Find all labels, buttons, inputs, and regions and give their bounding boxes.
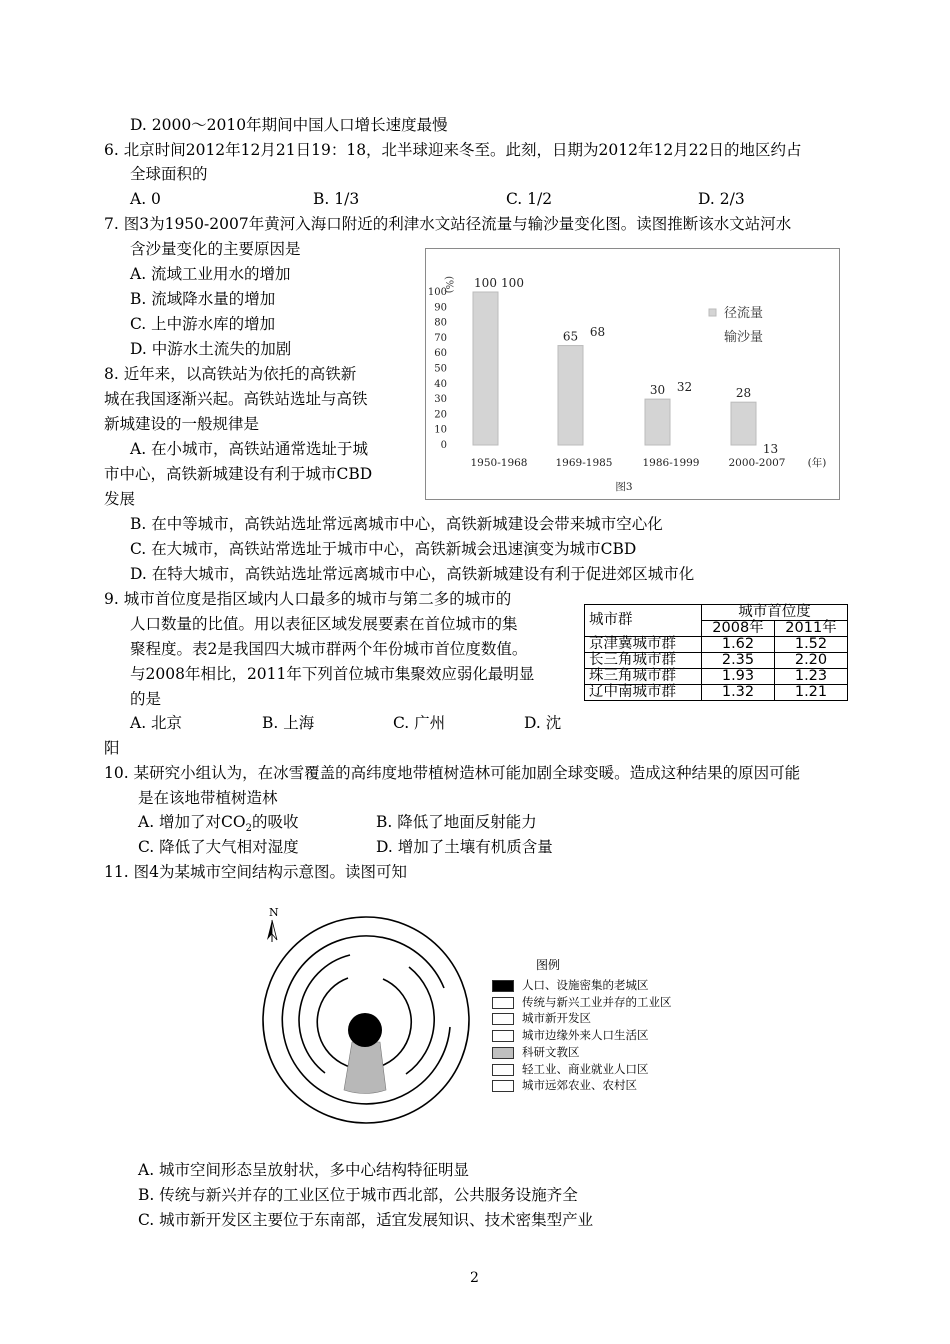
legend-swatch: [492, 1013, 514, 1025]
q11-stem: 11. 图4为某城市空间结构示意图。读图可知: [104, 863, 407, 881]
q6-option-a: A. 0: [130, 190, 161, 208]
table-2-city-primacy: [584, 604, 848, 701]
q9-stem-line1: 9. 城市首位度是指区域内人口最多的城市与第二多的城市的: [104, 590, 512, 608]
q8-option-c: C. 在大城市，高铁站常选址于城市中心，高铁新城会迅速演变为城市CBD: [130, 540, 637, 558]
q11-option-b: B. 传统与新兴并存的工业区位于城市西北部，公共服务设施齐全: [138, 1186, 578, 1204]
table-row: [585, 685, 848, 701]
legend-label: 科研文教区: [522, 1044, 580, 1059]
bar-输沙量: [585, 341, 610, 445]
table-cell-2008: 1.62: [702, 637, 775, 653]
q8-option-d: D. 在特大城市，高铁站选址常远离城市中心，高铁新城建设有利于促进郊区城市化: [130, 565, 695, 583]
table-row: [585, 637, 848, 653]
q11-option-c: C. 城市新开发区主要位于东南部，适宜发展知识、技术密集型产业: [138, 1211, 594, 1229]
legend-item: [492, 996, 672, 1009]
table-row: [585, 653, 848, 669]
y-tick-label: 0: [440, 440, 447, 451]
q9-stem-line5: 的是: [130, 690, 162, 708]
legend-swatch: [492, 1030, 514, 1042]
table-cell-name: 辽中南城市群: [585, 685, 702, 701]
legend-item: [492, 1012, 591, 1025]
q8-stem-line2: 城在我国逐渐兴起。高铁站选址与高铁: [104, 390, 368, 408]
bar-输沙量: [500, 292, 525, 445]
table-header-2011: 2011年: [775, 621, 848, 637]
chart-legend-swatch-runoff: [709, 309, 716, 316]
y-axis-label: (%): [443, 276, 454, 294]
q9-option-a: A. 北京: [130, 714, 183, 732]
legend-label: 城市远郊农业、农村区: [522, 1078, 637, 1093]
legend-item: [492, 1029, 649, 1042]
table-cell-2008: 1.93: [702, 669, 775, 685]
chart-legend-label: 径流量: [724, 306, 764, 321]
bar-径流量: [473, 292, 498, 445]
q6-option-d: D. 2/3: [698, 190, 745, 208]
y-tick-label: 70: [434, 332, 447, 344]
x-tick-label: 1969-1985: [555, 457, 613, 469]
x-tick-label: 1986-1999: [642, 457, 700, 469]
chart-svg: [426, 249, 839, 499]
table-cell-2008: 1.32: [702, 685, 775, 701]
q10-option-a-pre: A. 增加了对CO: [138, 813, 246, 831]
ring-3-left: [299, 955, 350, 1073]
y-tick-label: 80: [434, 317, 447, 329]
q8-stem-line1: 8. 近年来，以高铁站为依托的高铁新: [104, 365, 357, 383]
x-axis-label: (年): [807, 457, 827, 469]
q8-option-a-line1: A. 在小城市，高铁站通常选址于城: [130, 440, 369, 458]
q6-option-b: B. 1/3: [313, 190, 360, 208]
q8-option-b: B. 在中等城市，高铁站选址常远离城市中心，高铁新城建设会带来城市空心化: [130, 515, 663, 533]
q9-option-d-cont: 阳: [104, 739, 120, 757]
data-label: 30: [649, 383, 666, 398]
legend-item: [492, 979, 649, 992]
table-header-group: 城市群: [585, 605, 702, 637]
table-row: [585, 669, 848, 685]
y-tick-label: 20: [434, 409, 447, 421]
north-label: N: [269, 906, 279, 919]
legend-label: 轻工业、商业就业人口区: [522, 1061, 649, 1076]
q10-option-a: [138, 812, 299, 839]
table-cell-name: 珠三角城市群: [585, 669, 702, 685]
q7-option-a: A. 流域工业用水的增加: [130, 265, 291, 283]
legend-swatch: [492, 980, 514, 992]
page-number: 2: [470, 1270, 479, 1286]
data-label: 100: [501, 276, 524, 290]
q10-option-c: C. 降低了大气相对湿度: [138, 838, 299, 856]
q10-option-b: B. 降低了地面反射能力: [376, 813, 537, 831]
bar-径流量: [558, 346, 583, 445]
data-label: 32: [676, 380, 693, 395]
table-header-index: 城市首位度: [702, 605, 848, 621]
y-tick-label: 100: [427, 287, 447, 298]
y-tick-label: 60: [434, 348, 447, 360]
data-label: 65: [562, 329, 579, 344]
legend-label: 城市边缘外来人口生活区: [522, 1028, 649, 1043]
table-cell-2011: 1.52: [775, 637, 848, 653]
q9-stem-line3: 聚程度。表2是我国四大城市群两个年份城市首位度数值。: [130, 640, 528, 658]
figure-3-bar-chart: [425, 248, 840, 500]
north-arrow-icon: [267, 920, 277, 942]
legend-item: [492, 1079, 637, 1092]
y-tick-label: 40: [434, 378, 447, 390]
legend-label: 人口、设施密集的老城区: [522, 978, 649, 992]
figure-4-city-structure-diagram: [255, 900, 485, 1130]
legend-item: [492, 1063, 649, 1076]
x-tick-label: 2000-2007: [728, 457, 786, 469]
q9-option-b: B. 上海: [262, 714, 315, 732]
q9-option-c: C. 广州: [393, 714, 446, 732]
data-label: 68: [589, 324, 606, 339]
q7-stem-line2: 含沙量变化的主要原因是: [130, 240, 301, 258]
y-tick-label: 10: [434, 424, 447, 436]
old-town-core: [348, 1013, 382, 1047]
bar-输沙量: [672, 396, 697, 445]
q10-stem-line2: 是在该地带植树造林: [138, 789, 278, 807]
q6-stem-line2: 全球面积的: [130, 165, 208, 183]
q10-option-a-sub: 2: [245, 823, 252, 835]
table-cell-name: 京津冀城市群: [585, 637, 702, 653]
legend-swatch: [492, 1047, 514, 1059]
y-tick-label: 30: [434, 394, 447, 406]
table-cell-2011: 1.23: [775, 669, 848, 685]
q9-option-d: D. 沈: [524, 714, 562, 732]
chart-title: 图3: [615, 481, 633, 493]
data-label: 100: [474, 276, 497, 290]
bar-径流量: [731, 402, 756, 445]
legend-label: 城市新开发区: [522, 1011, 591, 1026]
table-cell-2008: 2.35: [702, 653, 775, 669]
table-cell-name: 长三角城市群: [585, 653, 702, 669]
legend-title: 图例: [536, 958, 561, 972]
y-tick-label: 50: [434, 363, 447, 375]
legend-swatch: [492, 1064, 514, 1076]
q7-option-d: D. 中游水土流失的加剧: [130, 340, 292, 358]
chart-legend-label: 输沙量: [724, 330, 764, 345]
bar-径流量: [645, 399, 670, 445]
q8-option-a-line2: 市中心，高铁新城建设有利于城市CBD: [104, 465, 373, 483]
data-label: 13: [762, 442, 779, 457]
legend-swatch: [492, 997, 514, 1009]
q7-option-b: B. 流域降水量的增加: [130, 290, 276, 308]
q9-stem-line4: 与2008年相比，2011年下列首位城市集聚效应弱化最明显: [130, 665, 535, 683]
table-cell-2011: 2.20: [775, 653, 848, 669]
q7-option-c: C. 上中游水库的增加: [130, 315, 276, 333]
table-header-2008: 2008年: [702, 621, 775, 637]
x-tick-label: 1950-1968: [470, 457, 528, 469]
table-cell-2011: 1.21: [775, 685, 848, 701]
q9-stem-line2: 人口数量的比值。用以表征区域发展要素在首位城市的集: [130, 615, 518, 633]
q5-option-d: D. 2000～2010年期间中国人口增长速度最慢: [130, 116, 448, 134]
q11-option-a: A. 城市空间形态呈放射状，多中心结构特征明显: [138, 1161, 470, 1179]
y-tick-label: 90: [434, 302, 447, 314]
legend-label: 传统与新兴工业并存的工业区: [522, 994, 672, 1009]
legend-swatch: [492, 1080, 514, 1092]
q10-stem-line1: 10. 某研究小组认为，在冰雪覆盖的高纬度地带植树造林可能加剧全球变暖。造成这种结果的原因可能: [104, 764, 801, 782]
q10-option-a-post: 的吸收: [252, 813, 299, 831]
data-label: 28: [735, 386, 752, 401]
q7-stem-line1: 7. 图3为1950-2007年黄河入海口附近的利津水文站径流量与输沙量变化图。读图推断该水文站河水: [104, 215, 792, 233]
ring-3-right: [406, 967, 434, 1074]
q10-option-d: D. 增加了土壤有机质含量: [376, 838, 553, 856]
science-education-zone: [344, 1042, 386, 1094]
q6-stem-line1: 6. 北京时间2012年12月21日19：18，北半球迎来冬至。此刻，日期为2012年12月22日的地区约占: [104, 141, 802, 159]
q6-option-c: C. 1/2: [506, 190, 553, 208]
legend-item: [492, 1046, 580, 1059]
q8-option-a-line3: 发展: [104, 490, 136, 508]
q8-stem-line3: 新城建设的一般规律是: [104, 415, 260, 433]
